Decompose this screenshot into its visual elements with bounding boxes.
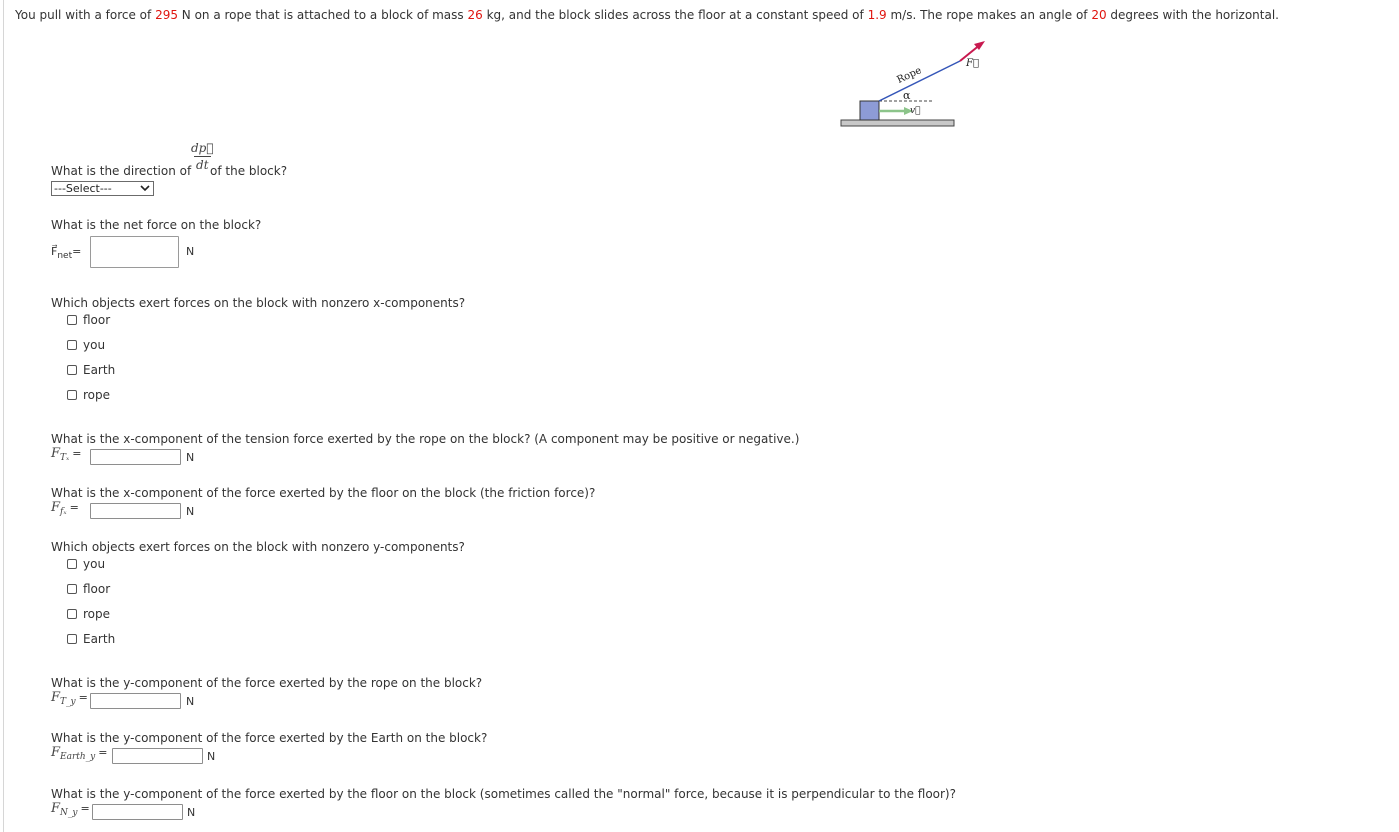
x-option-rope[interactable] xyxy=(67,388,110,402)
alpha-label: α xyxy=(903,89,911,102)
q7-symbol-main: F xyxy=(51,690,61,705)
y-option-earth-checkbox[interactable] xyxy=(67,634,77,644)
x-option-floor[interactable] xyxy=(67,313,110,327)
y-option-rope-label: rope xyxy=(83,607,111,621)
q4-symbol xyxy=(51,446,81,463)
q4-symbol-main: F xyxy=(51,446,61,461)
q5-unit: N xyxy=(186,505,195,518)
x-option-rope-label: rope xyxy=(83,388,111,402)
y-option-floor-label: floor xyxy=(83,582,111,596)
chevron-down-icon xyxy=(140,183,150,193)
q9-symbol-main: F xyxy=(51,801,61,816)
earth-y-input[interactable] xyxy=(112,748,203,764)
q5-symbol-main: F xyxy=(51,500,61,515)
fraction-bar xyxy=(194,156,211,157)
q9-symbol-sub: N_y xyxy=(60,808,78,818)
y-option-floor-checkbox[interactable] xyxy=(67,584,77,594)
q7-question: What is the y-component of the force exerted by the rope on the block? xyxy=(51,676,483,690)
direction-select-value: ---Select--- xyxy=(54,182,112,195)
q7-equals: = xyxy=(78,691,88,704)
x-option-earth-checkbox[interactable] xyxy=(67,365,77,375)
friction-x-input[interactable] xyxy=(90,503,181,519)
q8-symbol xyxy=(51,745,108,762)
problem-text-1: You pull with a force of xyxy=(15,8,156,22)
q9-symbol xyxy=(51,801,90,818)
x-option-floor-checkbox[interactable] xyxy=(67,315,77,325)
force-label: F⃗ xyxy=(966,58,979,69)
q9-unit: N xyxy=(187,806,196,819)
q1-prefix: What is the direction of xyxy=(51,164,192,178)
y-option-floor[interactable] xyxy=(67,582,110,596)
q7-unit: N xyxy=(186,695,195,708)
x-option-rope-checkbox[interactable] xyxy=(67,390,77,400)
q6-question: Which objects exert forces on the block with nonzero y-components? xyxy=(51,540,465,554)
q8-symbol-sub: Earth_y xyxy=(60,752,96,762)
q1-suffix: of the block? xyxy=(210,164,288,178)
problem-text-5: degrees with the horizontal. xyxy=(1106,8,1279,22)
q5-question: What is the x-component of the force exerted by the floor on the block (the friction force)? xyxy=(51,486,596,500)
tension-y-input[interactable] xyxy=(90,693,181,709)
q8-question: What is the y-component of the force exerted by the Earth on the block? xyxy=(51,731,488,745)
problem-text-3: kg, and the block slides across the floor at a constant speed of xyxy=(482,8,868,22)
rope-label: Rope xyxy=(895,65,924,86)
q4-unit: N xyxy=(186,451,195,464)
problem-text-4: m/s. The rope makes an angle of xyxy=(886,8,1092,22)
x-option-you-checkbox[interactable] xyxy=(67,340,77,350)
y-option-you-label: you xyxy=(83,557,106,571)
q9-equals: = xyxy=(80,802,90,815)
problem-text-2: N on a rope that is attached to a block of mass xyxy=(177,8,468,22)
speed-value: 1.9 xyxy=(867,8,887,22)
q2-equals: = xyxy=(72,245,82,258)
x-option-floor-label: floor xyxy=(83,313,111,327)
q5-equals: = xyxy=(69,501,79,514)
normal-y-input[interactable] xyxy=(92,804,183,820)
velocity-label: v⃗ xyxy=(910,106,921,116)
left-border xyxy=(3,0,4,832)
floor-surface xyxy=(841,120,954,126)
y-option-rope-checkbox[interactable] xyxy=(67,609,77,619)
fraction-denominator: dt xyxy=(196,158,209,172)
y-option-earth[interactable] xyxy=(67,632,115,646)
q4-question: What is the x-component of the tension force exerted by the rope on the block? (A component may be positive or negative.) xyxy=(51,432,800,446)
angle-value: 20 xyxy=(1091,8,1107,22)
q2-symbol-sub: net xyxy=(57,251,73,261)
x-option-you[interactable] xyxy=(67,338,105,352)
y-option-rope[interactable] xyxy=(67,607,110,621)
q2-unit: N xyxy=(186,245,195,258)
rope-block-diagram xyxy=(835,35,995,130)
q8-symbol-main: F xyxy=(51,745,61,760)
force-value: 295 xyxy=(155,8,178,22)
q5-symbol xyxy=(51,500,79,517)
fraction-numerator: dp⃗ xyxy=(191,141,214,155)
mass-value: 26 xyxy=(467,8,483,22)
y-option-you[interactable] xyxy=(67,557,105,571)
block xyxy=(860,101,879,120)
direction-select[interactable] xyxy=(51,181,154,196)
problem-statement xyxy=(15,8,1279,22)
q2-symbol xyxy=(51,245,81,261)
q7-symbol xyxy=(51,690,88,707)
q8-equals: = xyxy=(98,746,108,759)
x-option-earth[interactable] xyxy=(67,363,115,377)
q4-equals: = xyxy=(72,447,82,460)
q5-symbol-sub: fₓ xyxy=(60,507,67,517)
q9-question: What is the y-component of the force exerted by the floor on the block (sometimes called the "normal" force, because it is perpendicular to the floor)? xyxy=(51,787,956,801)
tension-x-input[interactable] xyxy=(90,449,181,465)
q7-symbol-sub: T_y xyxy=(60,697,76,707)
q3-question: Which objects exert forces on the block with nonzero x-components? xyxy=(51,296,466,310)
q2-symbol-main: F⃗ xyxy=(51,245,58,258)
y-option-earth-label: Earth xyxy=(83,632,116,646)
x-option-you-label: you xyxy=(83,338,106,352)
q8-unit: N xyxy=(207,750,216,763)
net-force-input[interactable] xyxy=(90,236,179,268)
q4-symbol-sub: Tₓ xyxy=(60,453,70,463)
y-option-you-checkbox[interactable] xyxy=(67,559,77,569)
q2-question: What is the net force on the block? xyxy=(51,218,262,232)
x-option-earth-label: Earth xyxy=(83,363,116,377)
